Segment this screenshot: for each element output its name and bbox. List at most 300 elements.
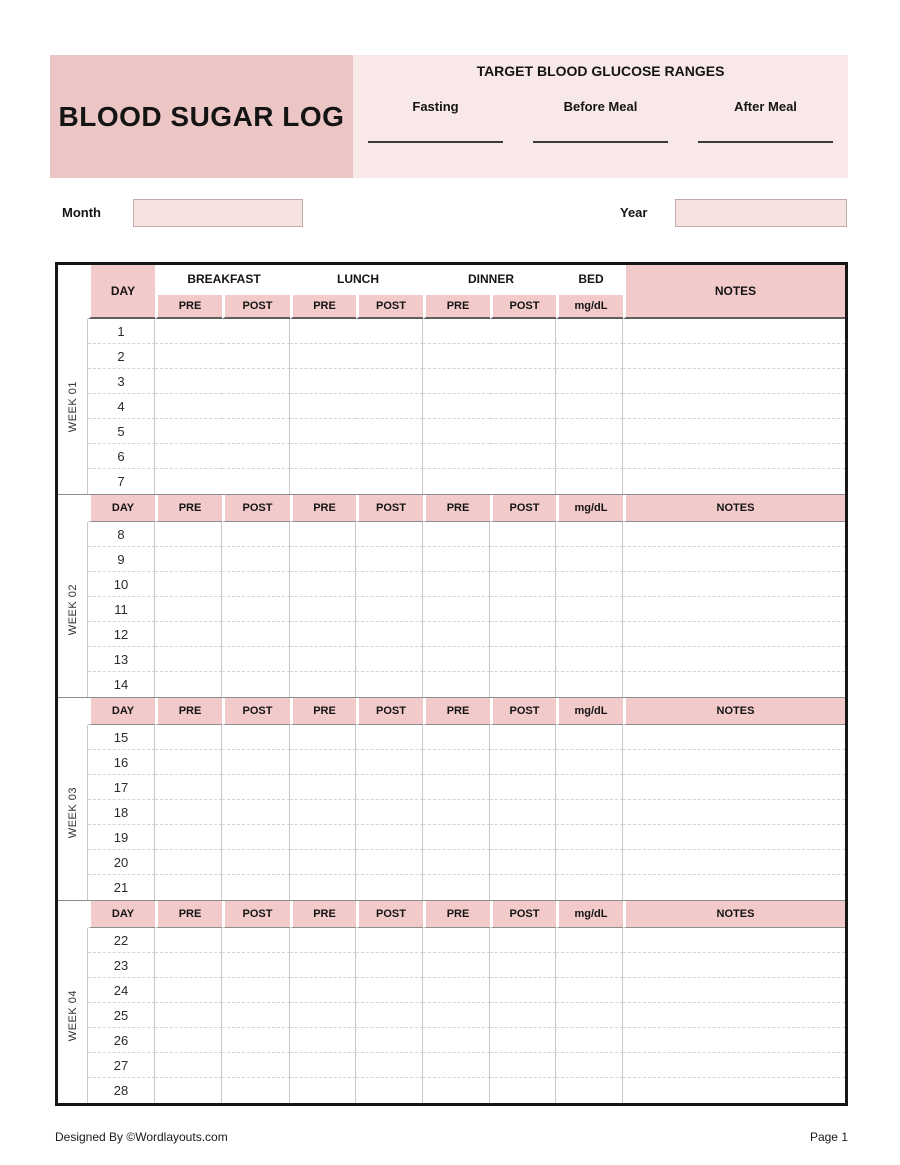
entry-cell-dinner-pre[interactable] — [423, 622, 490, 647]
entry-cell-breakfast-post[interactable] — [222, 394, 290, 419]
entry-cell-notes[interactable] — [623, 1053, 845, 1078]
entry-cell-bed-mgdl[interactable] — [556, 647, 623, 672]
entry-cell-dinner-pre[interactable] — [423, 522, 490, 547]
year-input[interactable] — [675, 199, 847, 227]
week-header-cell-post-label: POST — [376, 705, 406, 717]
entry-cell-dinner-pre[interactable] — [423, 572, 490, 597]
entry-cell-breakfast-pre[interactable] — [155, 469, 222, 494]
entry-cell-notes[interactable] — [623, 875, 845, 900]
page-title: BLOOD SUGAR LOG — [58, 100, 345, 132]
entry-cell-notes[interactable] — [623, 469, 845, 494]
week-column-spacer — [58, 495, 88, 522]
entry-cell-bed-mgdl[interactable] — [556, 672, 623, 697]
week-label: WEEK 04 — [66, 989, 79, 1042]
week-label: WEEK 02 — [66, 583, 79, 636]
entry-cell-notes[interactable] — [623, 978, 845, 1003]
entry-cell-breakfast-post[interactable] — [222, 547, 290, 572]
entry-cell-dinner-post[interactable] — [490, 394, 556, 419]
entry-cell-notes[interactable] — [623, 775, 845, 800]
entry-cell-bed-mgdl[interactable] — [556, 825, 623, 850]
entry-cell-dinner-pre[interactable] — [423, 369, 490, 394]
entry-cell-dinner-post[interactable] — [490, 775, 556, 800]
week-header-cell-post-label: POST — [242, 908, 273, 920]
week-1-body — [58, 319, 845, 494]
entry-cell-lunch-post[interactable] — [356, 319, 423, 344]
entry-cell-breakfast-pre[interactable] — [155, 978, 222, 1003]
day-number-cell — [88, 572, 155, 597]
target-field-label: Before Meal — [563, 99, 638, 114]
target-ranges-title: TARGET BLOOD GLUCOSE RANGES — [476, 63, 725, 79]
target-ranges-fields — [353, 99, 848, 143]
entry-cell-notes[interactable] — [623, 725, 845, 750]
week-header-cell-post-label: POST — [376, 908, 406, 920]
entry-cell-breakfast-post[interactable] — [222, 953, 290, 978]
entry-cell-breakfast-pre[interactable] — [155, 850, 222, 875]
entry-cell-breakfast-post[interactable] — [222, 597, 290, 622]
entry-cell-breakfast-post[interactable] — [222, 319, 290, 344]
entry-cell-lunch-post[interactable] — [356, 1028, 423, 1053]
column-subheader-post — [222, 292, 290, 319]
entry-cell-lunch-post[interactable] — [356, 825, 423, 850]
entry-cell-notes[interactable] — [623, 953, 845, 978]
entry-cell-dinner-pre[interactable] — [423, 850, 490, 875]
entry-cell-dinner-pre[interactable] — [423, 547, 490, 572]
entry-cell-breakfast-pre[interactable] — [155, 547, 222, 572]
entry-cell-notes[interactable] — [623, 672, 845, 697]
entry-cell-dinner-pre[interactable] — [423, 1003, 490, 1028]
entry-cell-lunch-post[interactable] — [356, 672, 423, 697]
day-number-cell-label: 4 — [117, 398, 125, 414]
entry-cell-dinner-post[interactable] — [490, 597, 556, 622]
entry-cell-lunch-pre[interactable] — [290, 672, 356, 697]
entry-cell-dinner-pre[interactable] — [423, 1028, 490, 1053]
week-header-cell-notes-label: NOTES — [716, 705, 755, 717]
entry-cell-bed-mgdl[interactable] — [556, 622, 623, 647]
entry-cell-breakfast-post[interactable] — [222, 775, 290, 800]
entry-cell-bed-mgdl[interactable] — [556, 319, 623, 344]
week-header-cell-pre-label: PRE — [178, 908, 202, 920]
entry-cell-lunch-post[interactable] — [356, 850, 423, 875]
entry-cell-breakfast-post[interactable] — [222, 875, 290, 900]
target-field-value-line[interactable] — [533, 141, 668, 143]
entry-cell-dinner-pre[interactable] — [423, 319, 490, 344]
day-number-cell — [88, 622, 155, 647]
entry-cell-breakfast-pre[interactable] — [155, 419, 222, 444]
entry-cell-dinner-post[interactable] — [490, 647, 556, 672]
column-subheader-pre — [290, 292, 356, 319]
entry-cell-breakfast-post[interactable] — [222, 850, 290, 875]
entry-cell-dinner-pre[interactable] — [423, 469, 490, 494]
entry-cell-bed-mgdl[interactable] — [556, 953, 623, 978]
week-header-cell-notes-label: NOTES — [716, 908, 755, 920]
column-subheader-pre-label: PRE — [446, 300, 470, 312]
entry-cell-dinner-pre[interactable] — [423, 928, 490, 953]
entry-cell-lunch-pre[interactable] — [290, 344, 356, 369]
entry-cell-notes[interactable] — [623, 394, 845, 419]
entry-cell-breakfast-pre[interactable] — [155, 344, 222, 369]
entry-cell-notes[interactable] — [623, 547, 845, 572]
entry-cell-breakfast-pre[interactable] — [155, 369, 222, 394]
entry-cell-dinner-post[interactable] — [490, 622, 556, 647]
entry-cell-dinner-post[interactable] — [490, 672, 556, 697]
entry-cell-breakfast-pre[interactable] — [155, 319, 222, 344]
header — [50, 55, 848, 178]
entry-cell-breakfast-pre[interactable] — [155, 928, 222, 953]
entry-cell-dinner-pre[interactable] — [423, 750, 490, 775]
entry-cell-lunch-post[interactable] — [356, 344, 423, 369]
entry-cell-dinner-pre[interactable] — [423, 1053, 490, 1078]
entry-cell-notes[interactable] — [623, 1003, 845, 1028]
entry-cell-dinner-post[interactable] — [490, 725, 556, 750]
entry-cell-lunch-post[interactable] — [356, 369, 423, 394]
entry-cell-lunch-post[interactable] — [356, 775, 423, 800]
entry-cell-notes[interactable] — [623, 850, 845, 875]
entry-cell-lunch-pre[interactable] — [290, 1028, 356, 1053]
entry-cell-notes[interactable] — [623, 369, 845, 394]
target-field-value-line[interactable] — [698, 141, 833, 143]
entry-cell-lunch-pre[interactable] — [290, 775, 356, 800]
entry-cell-breakfast-post[interactable] — [222, 1053, 290, 1078]
entry-cell-dinner-post[interactable] — [490, 444, 556, 469]
entry-cell-breakfast-post[interactable] — [222, 369, 290, 394]
entry-cell-dinner-pre[interactable] — [423, 775, 490, 800]
entry-cell-dinner-post[interactable] — [490, 800, 556, 825]
entry-cell-lunch-pre[interactable] — [290, 469, 356, 494]
entry-cell-breakfast-pre[interactable] — [155, 1078, 222, 1103]
entry-cell-lunch-post[interactable] — [356, 1053, 423, 1078]
column-header-notes — [623, 265, 845, 319]
entry-cell-dinner-post[interactable] — [490, 522, 556, 547]
entry-cell-notes[interactable] — [623, 597, 845, 622]
entry-cell-breakfast-pre[interactable] — [155, 522, 222, 547]
entry-cell-lunch-pre[interactable] — [290, 647, 356, 672]
entry-cell-bed-mgdl[interactable] — [556, 522, 623, 547]
entry-cell-breakfast-pre[interactable] — [155, 444, 222, 469]
entry-cell-dinner-pre[interactable] — [423, 419, 490, 444]
entry-cell-dinner-post[interactable] — [490, 572, 556, 597]
day-number-cell-label: 8 — [117, 526, 125, 542]
entry-cell-notes[interactable] — [623, 319, 845, 344]
column-subheader-post — [490, 292, 556, 319]
entry-cell-notes[interactable] — [623, 825, 845, 850]
entry-cell-dinner-post[interactable] — [490, 1053, 556, 1078]
day-number-cell — [88, 672, 155, 697]
entry-cell-notes[interactable] — [623, 572, 845, 597]
entry-cell-breakfast-pre[interactable] — [155, 725, 222, 750]
week-header-cell-post — [490, 698, 556, 725]
entry-cell-bed-mgdl[interactable] — [556, 1028, 623, 1053]
week-column-spacer — [58, 901, 88, 928]
entry-cell-dinner-post[interactable] — [490, 1003, 556, 1028]
entry-cell-dinner-pre[interactable] — [423, 1078, 490, 1103]
entry-cell-lunch-post[interactable] — [356, 572, 423, 597]
column-header-breakfast — [155, 265, 290, 292]
entry-cell-dinner-pre[interactable] — [423, 953, 490, 978]
entry-cell-bed-mgdl[interactable] — [556, 800, 623, 825]
week-header-cell-post — [490, 495, 556, 522]
entry-cell-dinner-post[interactable] — [490, 547, 556, 572]
entry-cell-bed-mgdl[interactable] — [556, 394, 623, 419]
entry-cell-lunch-post[interactable] — [356, 725, 423, 750]
entry-cell-lunch-pre[interactable] — [290, 953, 356, 978]
entry-cell-lunch-post[interactable] — [356, 597, 423, 622]
week-header-cell-post-label: POST — [376, 502, 406, 514]
entry-cell-lunch-pre[interactable] — [290, 547, 356, 572]
week-header-cell-pre-label: PRE — [313, 705, 336, 717]
entry-cell-breakfast-pre[interactable] — [155, 875, 222, 900]
entry-cell-breakfast-pre[interactable] — [155, 953, 222, 978]
entry-cell-lunch-pre[interactable] — [290, 394, 356, 419]
entry-cell-breakfast-pre[interactable] — [155, 572, 222, 597]
entry-cell-notes[interactable] — [623, 750, 845, 775]
week-header-cell-notes — [623, 495, 845, 522]
entry-cell-breakfast-pre[interactable] — [155, 750, 222, 775]
column-subheader-post-label: POST — [509, 300, 540, 312]
entry-cell-notes[interactable] — [623, 522, 845, 547]
entry-cell-notes[interactable] — [623, 800, 845, 825]
entry-cell-bed-mgdl[interactable] — [556, 444, 623, 469]
entry-cell-lunch-pre[interactable] — [290, 419, 356, 444]
entry-cell-dinner-pre[interactable] — [423, 800, 490, 825]
entry-cell-bed-mgdl[interactable] — [556, 1003, 623, 1028]
entry-cell-breakfast-pre[interactable] — [155, 394, 222, 419]
column-header-bed — [556, 265, 623, 292]
entry-cell-dinner-pre[interactable] — [423, 597, 490, 622]
day-number-cell — [88, 469, 155, 494]
day-number-cell-label: 20 — [113, 854, 129, 870]
entry-cell-bed-mgdl[interactable] — [556, 369, 623, 394]
week-header-cell-notes — [623, 901, 845, 928]
entry-cell-dinner-post[interactable] — [490, 978, 556, 1003]
footer — [55, 1130, 848, 1144]
week-header-cell-mgdl — [556, 495, 623, 522]
entry-cell-lunch-pre[interactable] — [290, 1053, 356, 1078]
week-header-cell-post — [356, 698, 423, 725]
entry-cell-dinner-post[interactable] — [490, 344, 556, 369]
entry-cell-bed-mgdl[interactable] — [556, 469, 623, 494]
entry-cell-lunch-post[interactable] — [356, 469, 423, 494]
entry-cell-dinner-post[interactable] — [490, 875, 556, 900]
day-number-cell — [88, 953, 155, 978]
entry-cell-bed-mgdl[interactable] — [556, 850, 623, 875]
entry-cell-notes[interactable] — [623, 622, 845, 647]
entry-cell-breakfast-post[interactable] — [222, 825, 290, 850]
entry-cell-dinner-post[interactable] — [490, 750, 556, 775]
target-field-before-meal — [518, 99, 683, 143]
day-number-cell — [88, 1003, 155, 1028]
entry-cell-dinner-pre[interactable] — [423, 978, 490, 1003]
entry-cell-lunch-pre[interactable] — [290, 572, 356, 597]
entry-cell-dinner-post[interactable] — [490, 850, 556, 875]
entry-cell-bed-mgdl[interactable] — [556, 1078, 623, 1103]
week-header-cell-day-label: DAY — [111, 908, 135, 920]
entry-cell-lunch-post[interactable] — [356, 647, 423, 672]
day-number-cell-label: 1 — [117, 323, 125, 339]
entry-cell-bed-mgdl[interactable] — [556, 750, 623, 775]
entry-cell-lunch-pre[interactable] — [290, 725, 356, 750]
entry-cell-breakfast-post[interactable] — [222, 928, 290, 953]
entry-cell-lunch-post[interactable] — [356, 522, 423, 547]
entry-cell-breakfast-post[interactable] — [222, 444, 290, 469]
entry-cell-bed-mgdl[interactable] — [556, 1053, 623, 1078]
entry-cell-lunch-pre[interactable] — [290, 369, 356, 394]
entry-cell-dinner-pre[interactable] — [423, 444, 490, 469]
entry-cell-bed-mgdl[interactable] — [556, 419, 623, 444]
week-header-cell-pre-label: PRE — [446, 502, 470, 514]
entry-cell-lunch-post[interactable] — [356, 1078, 423, 1103]
week-header-cell-pre — [423, 901, 490, 928]
entry-cell-bed-mgdl[interactable] — [556, 928, 623, 953]
entry-cell-lunch-pre[interactable] — [290, 850, 356, 875]
entry-cell-lunch-post[interactable] — [356, 800, 423, 825]
entry-cell-lunch-post[interactable] — [356, 978, 423, 1003]
week-header-cell-pre — [290, 495, 356, 522]
entry-cell-notes[interactable] — [623, 444, 845, 469]
entry-cell-dinner-pre[interactable] — [423, 672, 490, 697]
entry-cell-bed-mgdl[interactable] — [556, 547, 623, 572]
entry-cell-lunch-pre[interactable] — [290, 444, 356, 469]
day-number-cell-label: 6 — [117, 448, 125, 464]
entry-cell-dinner-pre[interactable] — [423, 875, 490, 900]
week-label-cell — [58, 522, 88, 697]
week-header-cell-pre — [423, 495, 490, 522]
entry-cell-dinner-post[interactable] — [490, 419, 556, 444]
entry-cell-lunch-pre[interactable] — [290, 319, 356, 344]
entry-cell-breakfast-post[interactable] — [222, 469, 290, 494]
column-subheader-post-label: POST — [376, 300, 406, 312]
entry-cell-notes[interactable] — [623, 1078, 845, 1103]
entry-cell-breakfast-post[interactable] — [222, 622, 290, 647]
column-header-dinner — [423, 265, 556, 292]
entry-cell-lunch-pre[interactable] — [290, 800, 356, 825]
entry-cell-lunch-pre[interactable] — [290, 978, 356, 1003]
entry-cell-bed-mgdl[interactable] — [556, 725, 623, 750]
entry-cell-lunch-pre[interactable] — [290, 750, 356, 775]
entry-cell-bed-mgdl[interactable] — [556, 978, 623, 1003]
entry-cell-breakfast-pre[interactable] — [155, 775, 222, 800]
entry-cell-bed-mgdl[interactable] — [556, 875, 623, 900]
day-number-cell-label: 15 — [113, 729, 129, 745]
entry-cell-lunch-post[interactable] — [356, 622, 423, 647]
column-header-lunch-label: LUNCH — [337, 271, 379, 286]
day-number-cell — [88, 369, 155, 394]
entry-cell-dinner-pre[interactable] — [423, 825, 490, 850]
entry-cell-breakfast-post[interactable] — [222, 419, 290, 444]
entry-cell-bed-mgdl[interactable] — [556, 597, 623, 622]
column-header-notes-label: NOTES — [714, 284, 757, 298]
entry-cell-notes[interactable] — [623, 928, 845, 953]
entry-cell-lunch-post[interactable] — [356, 547, 423, 572]
day-number-cell-label: 26 — [113, 1032, 129, 1048]
entry-cell-lunch-pre[interactable] — [290, 1003, 356, 1028]
entry-cell-dinner-pre[interactable] — [423, 725, 490, 750]
entry-cell-breakfast-pre[interactable] — [155, 1053, 222, 1078]
entry-cell-lunch-pre[interactable] — [290, 875, 356, 900]
entry-cell-lunch-pre[interactable] — [290, 928, 356, 953]
entry-cell-breakfast-post[interactable] — [222, 800, 290, 825]
entry-cell-breakfast-post[interactable] — [222, 725, 290, 750]
entry-cell-breakfast-post[interactable] — [222, 522, 290, 547]
entry-cell-notes[interactable] — [623, 419, 845, 444]
week-header-cell-post — [222, 495, 290, 522]
entry-cell-dinner-post[interactable] — [490, 1028, 556, 1053]
month-input[interactable] — [133, 199, 303, 227]
entry-cell-dinner-post[interactable] — [490, 369, 556, 394]
week-header-cell-day — [88, 698, 155, 725]
entry-cell-dinner-post[interactable] — [490, 953, 556, 978]
entry-cell-notes[interactable] — [623, 344, 845, 369]
entry-cell-breakfast-pre[interactable] — [155, 647, 222, 672]
entry-cell-notes[interactable] — [623, 1028, 845, 1053]
entry-cell-lunch-pre[interactable] — [290, 1078, 356, 1103]
entry-cell-lunch-post[interactable] — [356, 1003, 423, 1028]
day-number-cell — [88, 1078, 155, 1103]
entry-cell-breakfast-post[interactable] — [222, 672, 290, 697]
entry-cell-breakfast-post[interactable] — [222, 1078, 290, 1103]
entry-cell-breakfast-post[interactable] — [222, 647, 290, 672]
entry-cell-lunch-post[interactable] — [356, 928, 423, 953]
entry-cell-dinner-pre[interactable] — [423, 344, 490, 369]
entry-cell-dinner-post[interactable] — [490, 928, 556, 953]
day-number-cell — [88, 775, 155, 800]
entry-cell-lunch-pre[interactable] — [290, 597, 356, 622]
day-number-cell-label: 27 — [113, 1057, 129, 1073]
entry-cell-breakfast-pre[interactable] — [155, 825, 222, 850]
entry-cell-lunch-post[interactable] — [356, 444, 423, 469]
entry-cell-lunch-pre[interactable] — [290, 825, 356, 850]
day-number-cell-label: 9 — [117, 551, 125, 567]
entry-cell-dinner-post[interactable] — [490, 1078, 556, 1103]
column-header-bed-label: BED — [578, 271, 604, 286]
entry-cell-breakfast-pre[interactable] — [155, 1003, 222, 1028]
entry-cell-notes[interactable] — [623, 647, 845, 672]
entry-cell-lunch-post[interactable] — [356, 394, 423, 419]
entry-cell-dinner-pre[interactable] — [423, 394, 490, 419]
entry-cell-breakfast-pre[interactable] — [155, 800, 222, 825]
entry-cell-breakfast-pre[interactable] — [155, 597, 222, 622]
entry-cell-breakfast-post[interactable] — [222, 1028, 290, 1053]
entry-cell-dinner-post[interactable] — [490, 319, 556, 344]
week-header-cell-pre-label: PRE — [313, 502, 336, 514]
entry-cell-lunch-post[interactable] — [356, 750, 423, 775]
entry-cell-dinner-pre[interactable] — [423, 647, 490, 672]
entry-cell-lunch-post[interactable] — [356, 419, 423, 444]
entry-cell-bed-mgdl[interactable] — [556, 775, 623, 800]
entry-cell-bed-mgdl[interactable] — [556, 344, 623, 369]
entry-cell-lunch-post[interactable] — [356, 953, 423, 978]
entry-cell-breakfast-post[interactable] — [222, 978, 290, 1003]
entry-cell-lunch-pre[interactable] — [290, 522, 356, 547]
entry-cell-breakfast-pre[interactable] — [155, 672, 222, 697]
entry-cell-dinner-post[interactable] — [490, 825, 556, 850]
entry-cell-lunch-post[interactable] — [356, 875, 423, 900]
entry-cell-breakfast-post[interactable] — [222, 572, 290, 597]
target-field-value-line[interactable] — [368, 141, 503, 143]
entry-cell-breakfast-post[interactable] — [222, 750, 290, 775]
entry-cell-breakfast-post[interactable] — [222, 1003, 290, 1028]
day-number-cell-label: 2 — [117, 348, 125, 364]
entry-cell-breakfast-pre[interactable] — [155, 1028, 222, 1053]
entry-cell-bed-mgdl[interactable] — [556, 572, 623, 597]
year-label: Year — [620, 205, 648, 220]
entry-cell-breakfast-pre[interactable] — [155, 622, 222, 647]
entry-cell-breakfast-post[interactable] — [222, 344, 290, 369]
entry-cell-lunch-pre[interactable] — [290, 622, 356, 647]
day-number-cell-label: 13 — [113, 651, 129, 667]
month-label: Month — [62, 205, 101, 220]
entry-cell-dinner-post[interactable] — [490, 469, 556, 494]
day-number-cell — [88, 850, 155, 875]
